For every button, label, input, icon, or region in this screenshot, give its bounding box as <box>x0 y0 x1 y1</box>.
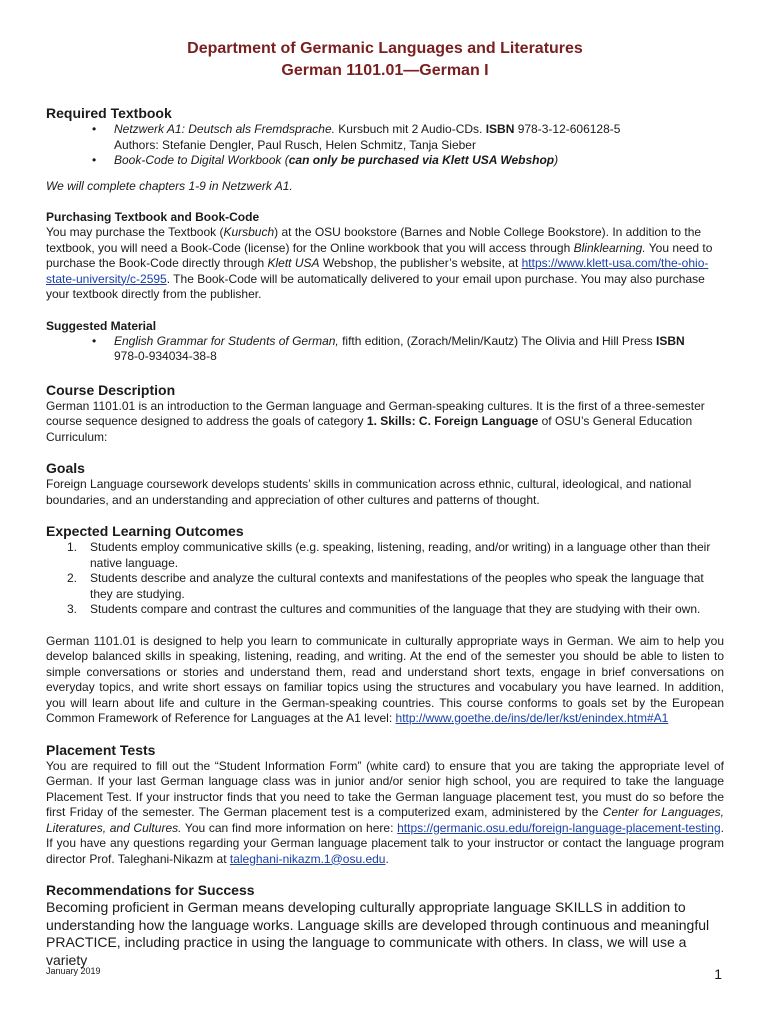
goals-text: Foreign Language coursework develops students’ skills in communication across ethnic, cultural, ideological, and national boundaries, and an understanding and appreciation of other cultures and patterns of thought. <box>46 477 692 507</box>
book-code-note: can only be purchased via Klett USA Webshop <box>288 153 555 167</box>
chapters-note: We will complete chapters 1-9 in Netzwerk A1. <box>46 178 293 193</box>
purchasing-text: You may purchase the Textbook (Kursbuch) at the OSU bookstore (Barnes and Noble College Bookstore). In addition to the textbook, you will need a Book-Code (license) for the Online workbook that you will access through Blinklearning. You need to purchase the Book-Code directly through Klett USA Webshop, the publisher’s website, at https://www.klett-usa.com/the-ohio-state-university/c-2595. The Book-Code will be automatically delivered to your email upon purchase. You may also purchase your textbook directly from the publisher. <box>46 225 713 301</box>
placement-heading: Placement Tests <box>46 741 156 758</box>
suggested-section <box>46 319 724 365</box>
recommendations-section <box>46 881 724 969</box>
list-item: 3. Students compare and contrast the cultures and communities of the language that they are studying with their own. <box>67 602 701 616</box>
department-title: Department of Germanic Languages and Literatures <box>187 40 583 57</box>
list-item <box>46 153 724 169</box>
required-textbook-heading: Required Textbook <box>46 105 172 121</box>
textbook-title: Netzwerk A1: Deutsch als Fremdsprache. <box>114 122 335 136</box>
course-description-section <box>46 381 724 446</box>
course-description-heading: Course Description <box>46 381 176 398</box>
purchasing-heading: Purchasing Textbook and Book-Code <box>46 210 260 224</box>
book-code-end: ) <box>554 153 559 167</box>
goals-heading: Goals <box>46 460 85 476</box>
course-title: German 1101.01—German I <box>281 62 489 79</box>
list-item: • English Grammar for Students of German, fifth edition, (Zorach/Melin/Kautz) The Olivia and Hill Press ISBN 978-0-934034-38-8 <box>46 334 724 365</box>
goals-section <box>46 459 724 508</box>
document-page <box>46 38 724 969</box>
isbn-value: 978-3-12-606128-5 <box>514 122 621 136</box>
email-link[interactable]: taleghani-nikazm.1@osu.edu <box>229 851 386 866</box>
recommendations-text: Becoming proficient in German means developing culturally appropriate language SKILLS in addition to understanding how the language works. Language skills are developed through continuous and meaningful PRACTICE, including practice in using the language to communicate with others. In class, we will use a variety <box>46 899 710 968</box>
placement-text: You are required to fill out the “Student Information Form” (white card) to ensure that you are taking the appropriate level of German. If your last German language class was in junior and/or senior high school, you are required to take the language Placement Test. If your instructor finds that you need to take the German language placement test, you must do so before the first Friday of the semester. The German placement test is a computerized exam, administered by the Center for Languages, Literatures, and Cultures. You can find more information on here: https://germanic.osu.edu/foreign-language-placement-testing. If you have any questions regarding your German language placement talk to your instructor or contact the language program director Prof. Taleghani-Nikazm at taleghani-nikazm.1@osu.edu. <box>46 758 724 866</box>
klett-link[interactable]: https://www.klett-usa.com/the-ohio-state-university/c-2595 <box>46 256 709 286</box>
textbook-authors: Authors: Stefanie Dengler, Paul Rusch, Helen Schmitz, Tanja Sieber <box>114 137 476 152</box>
outcomes-list <box>46 540 724 618</box>
list-item <box>46 122 724 153</box>
textbook-list <box>46 122 724 169</box>
page-number: 1 <box>714 966 722 982</box>
course-description-text: German 1101.01 is an introduction to the German language and German-speaking cultures. It is the first of a three-semester course sequence designed to address the goals of category 1. Skills: C. Foreign Language of OSU’s General Education Curriculum: <box>46 398 705 444</box>
required-textbook-section <box>46 104 724 194</box>
placement-link[interactable]: https://germanic.osu.edu/foreign-language-placement-testing <box>397 820 721 835</box>
list-item: 2. Students describe and analyze the cultural contexts and manifestations of the peoples who speak the language that they are studying. <box>67 571 704 601</box>
purchasing-section <box>46 210 724 303</box>
goethe-link[interactable]: http://www.goethe.de/ins/de/ler/kst/enindex.htm#A1 <box>395 711 669 725</box>
suggested-list <box>46 334 724 365</box>
suggested-heading: Suggested Material <box>46 318 157 333</box>
book-code-title: Book-Code to Digital Workbook ( <box>114 153 289 167</box>
textbook-desc: Kursbuch mit 2 Audio-CDs. <box>334 122 486 136</box>
recommendations-heading: Recommendations for Success <box>46 882 255 898</box>
outcomes-section <box>46 522 724 727</box>
outcomes-paragraph: German 1101.01 is designed to help you learn to communicate in culturally appropriate ways in German. We aim to help you develop balanced skills in speaking, listening, reading, and writing. At the end of the semester you should be able to listen to simple conversations or stories and understand them, read and understand short texts, engage in brief conversations on everyday topics, and write short essays on familiar topics using the structures and vocabulary you have learned. In addition, you will learn about life and culture in the German-speaking countries. This course conforms to goals set by the European Common Framework of Reference for Languages at the A1 level: http://www.goethe.de/ins/de/ler/kst/enindex.htm#A1 <box>46 633 724 725</box>
outcomes-heading: Expected Learning Outcomes <box>46 523 244 539</box>
placement-section <box>46 741 724 868</box>
list-item: 1. Students employ communicative skills (e.g. speaking, listening, reading, and/or writing) in a language other than their native language. <box>67 540 711 570</box>
isbn-label: ISBN <box>485 122 515 136</box>
footer-date: January 2019 <box>46 966 101 976</box>
